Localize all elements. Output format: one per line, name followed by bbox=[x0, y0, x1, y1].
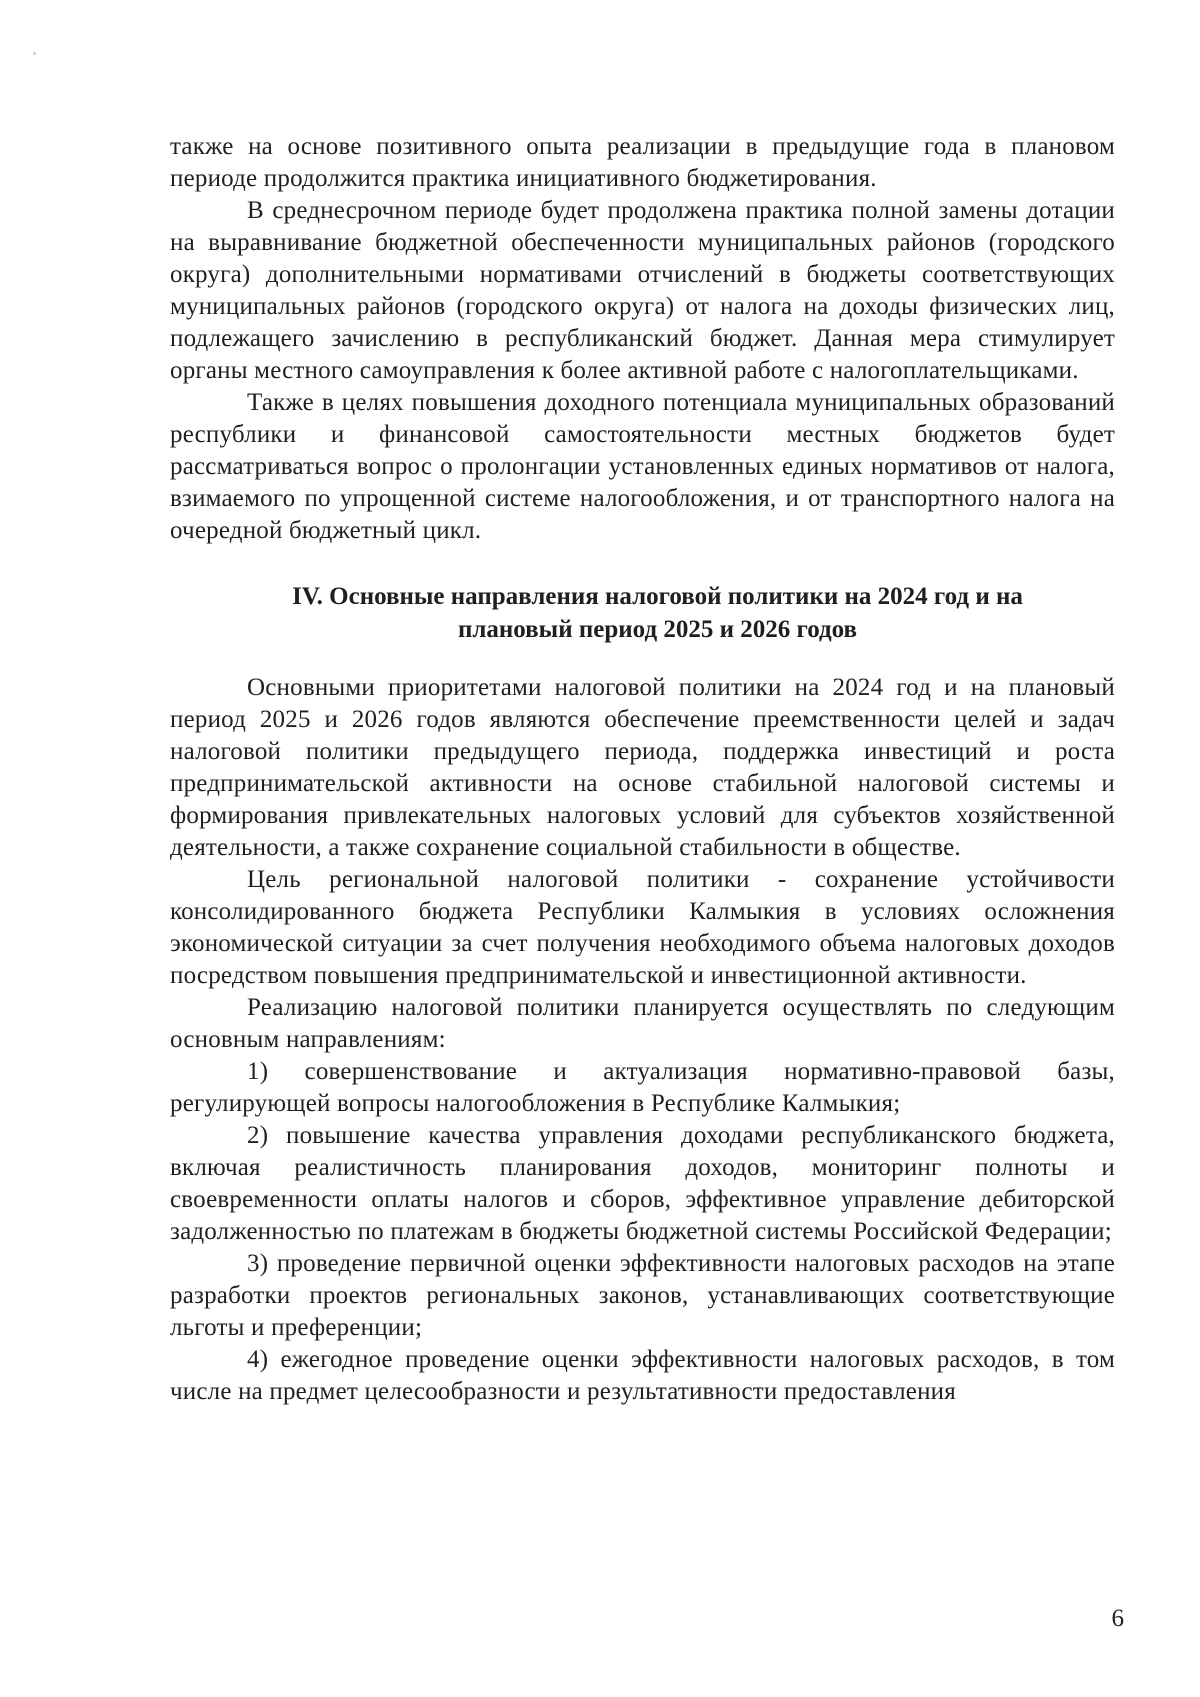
top-text-block bbox=[170, 131, 1115, 547]
list-item-3: 3) проведение первичной оценки эффективности налоговых расходов на этапе разработки проектов региональных законов, устанавливающих соответствующие льготы и преференции; bbox=[170, 1250, 1115, 1341]
scan-artifact bbox=[33, 52, 36, 55]
paragraph-subsidy-replacement: В среднесрочном периоде будет продолжена практика полной замены дотации на выравнивание бюджетной обеспеченности муниципальных районов (городского округа) дополнительными нормативами отчислений в бюджеты соответствующих муниципальных районов (городского округа) от налога на доходы физических лиц, подлежащего зачислению в республиканский бюджет. Данная мера стимулирует органы местного самоуправления к более активной работе с налогоплательщиками. bbox=[170, 197, 1115, 384]
list-item-4: 4) ежегодное проведение оценки эффективности налоговых расходов, в том числе на предмет целесообразности и результативности предоставления bbox=[170, 1346, 1115, 1405]
paragraph-goal: Цель региональной налоговой политики - сохранение устойчивости консолидированного бюджета Республики Калмыкия в условиях осложнения экономической ситуации за счет получения необходимого объема налоговых доходов посредством повышения предпринимательской и инвестиционной активности. bbox=[170, 866, 1115, 989]
paragraph-tax-norms: Также в целях повышения доходного потенциала муниципальных образований республики и финансовой самостоятельности местных бюджетов будет рассматриваться вопрос о пролонгации установленных единых нормативов от налога, взимаемого по упрощенной системе налогообложения, и от транспортного налога на очередной бюджетный цикл. bbox=[170, 389, 1115, 544]
section-heading bbox=[170, 580, 1115, 646]
list-item-2: 2) повышение качества управления доходами республиканского бюджета, включая реалистичность планирования доходов, мониторинг полноты и своевременности оплаты налогов и сборов, эффективное управление дебиторской задолженностью по платежам в бюджеты бюджетной системы Российской Федерации; bbox=[170, 1122, 1115, 1245]
body-text-block bbox=[170, 672, 1115, 1408]
section-heading-line-1: IV. Основные направления налоговой политики на 2024 год и на bbox=[292, 583, 1023, 610]
paragraph-directions-intro: Реализацию налоговой политики планируется осуществлять по следующим основным направлениям: bbox=[170, 994, 1115, 1053]
paragraph-priorities: Основными приоритетами налоговой политики на 2024 год и на плановый период 2025 и 2026 годов являются обеспечение преемственности целей и задач налоговой политики предыдущего периода, поддержка инвестиций и роста предпринимательской активности на основе стабильной налоговой системы и формирования привлекательных налоговых условий для субъектов хозяйственной деятельности, а также сохранение социальной стабильности в обществе. bbox=[170, 674, 1115, 861]
paragraph-continuation: также на основе позитивного опыта реализации в предыдущие года в плановом периоде продолжится практика инициативного бюджетирования. bbox=[170, 133, 1115, 192]
list-item-1: 1) совершенствование и актуализация нормативно-правовой базы, регулирующей вопросы налогообложения в Республике Калмыкия; bbox=[170, 1058, 1115, 1117]
page-number: 6 bbox=[1111, 1605, 1124, 1632]
section-heading-line-2: плановый период 2025 и 2026 годов bbox=[457, 616, 858, 643]
